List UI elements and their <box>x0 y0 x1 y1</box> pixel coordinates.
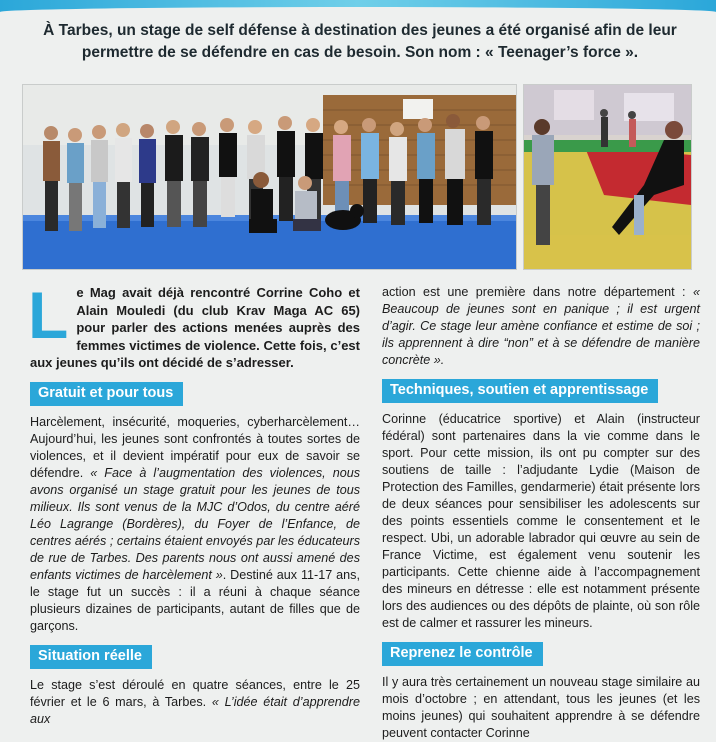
top-color-strip <box>0 0 716 12</box>
section-title-situation: Situation réelle <box>30 645 152 669</box>
training-photo <box>523 84 692 270</box>
right-opening-text: action est une première dans notre département : <box>382 285 693 299</box>
section-title-techniques: Techniques, soutien et apprentissage <box>382 379 658 403</box>
section-situation-body <box>30 677 360 728</box>
training-photo-illustration <box>524 85 691 269</box>
section-reprenez-body: Il y aura très certainement un nouveau stage similaire au mois d’octobre ; en attendant, tous les jeunes (et les moins jeunes) qui souhaitent apprendre à se défendre peuvent contacter Corinne <box>382 675 700 740</box>
article-left-column <box>28 278 361 728</box>
right-opening-body <box>382 284 700 369</box>
article-lede: À Tarbes, un stage de self défense à destination des jeunes a été organisé afin de leur permettre de se défendre en cas de besoin. Son nom : « Teenager’s force ». <box>43 22 677 61</box>
right-opening-quote: « Beaucoup de jeunes sont en panique ; il est urgent d’agir. Ce stage leur amène confiance et estime de soi ; ils apprennent à dire “non” et à se défendre de manière concrète ». <box>382 285 700 367</box>
section-title-gratuit: Gratuit et pour tous <box>30 382 183 406</box>
section-situation-text: Le stage s’est déroulé en quatre séances, entre le 25 février et le 6 mars, à Tarbes. <box>30 677 360 709</box>
article-right-column <box>382 284 700 742</box>
group-photo <box>22 84 517 270</box>
article-intro: e Mag avait déjà rencontré Corrine Coho et Alain Mouledi (du club Krav Maga AC 65) pour parler des actions menées auprès des femmes victimes de violence. Cette fois, c’est aux jeunes qu’ils ont décidé de s’adresser. <box>30 285 360 370</box>
section-title-reprenez: Reprenez le contrôle <box>382 642 543 666</box>
section-techniques-body: Corinne (éducatrice sportive) et Alain (instructeur fédéral) sont partenaires dans la vie comme dans le sport. Pour cette mission, ils ont pu compter sur des soutiens de taille : l’adjudante Lydie (Maison de Protection des Familles, gendarmerie) était présente lors de deux séances pour sensibiliser les adolescents sur des points essentiels comme le consentement et le respect. Ubi, un adorable labrador qui œuvre au sein de France Victime, est également venu soutenir les participants. Cette chienne aide à l’accompagnement des mineurs en détresse : elle est notamment présente lors des audiences ou des dépôts de plainte, où son rôle est de calmer et rassurer les mineurs. <box>382 412 700 630</box>
dropcap-letter: L <box>28 278 69 352</box>
section-gratuit-quote: « Face à l’augmentation des violences, nous avons organisé un stage gratuit pour les jeunes de tous milieux. Ils sont venus de la MJC d’Odos, du centre aéré Léo Lagrange (Bordères), du Foyer de l’Enfance, de centres aérés ; certains étaient envoyés par les éducateurs de rue de Tarbes. Des parents nous ont aussi amené des enfants victimes de harcèlement » <box>30 465 361 582</box>
section-gratuit-text-2: . Destiné aux 11-17 ans, le stage fut un succès : il a réuni à chaque séance plusieurs dizaines de participants, autant de filles que de garçons. <box>30 567 360 633</box>
section-gratuit-text: Harcèlement, insécurité, moqueries, cyberharcèlement… Aujourd’hui, les jeunes sont confrontés à toutes sortes de violences, et il devient impératif pour eux de savoir se défendre. <box>30 414 360 480</box>
section-gratuit-body <box>30 414 360 635</box>
section-situation-quote: « L’idée était d’apprendre aux <box>30 694 360 726</box>
group-photo-illustration <box>23 85 516 269</box>
